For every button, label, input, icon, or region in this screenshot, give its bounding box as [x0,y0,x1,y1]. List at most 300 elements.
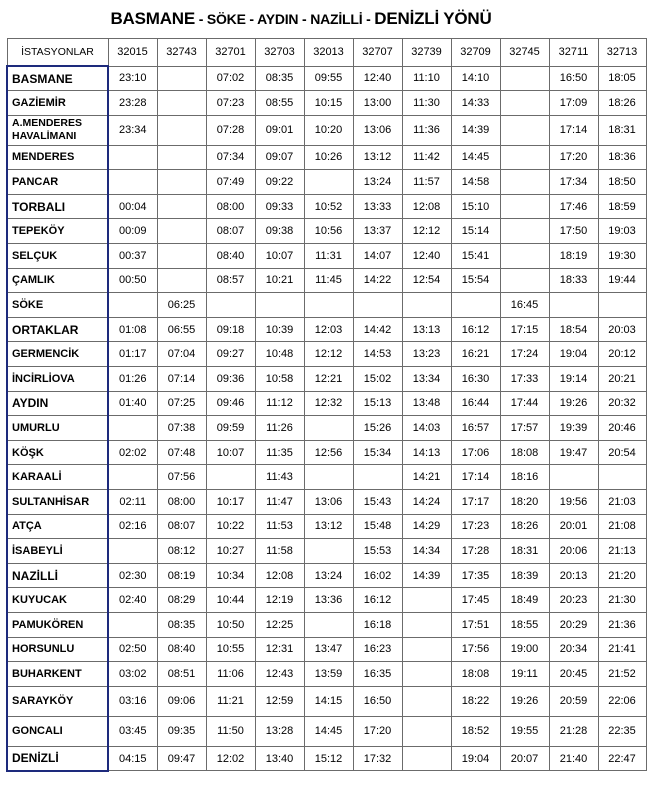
departure-time: 13:28 [255,716,304,746]
departure-time [500,194,549,219]
station-name: SARAYKÖY [7,686,108,716]
departure-time: 15:54 [451,268,500,293]
departure-time: 08:35 [157,612,206,637]
departure-time: 20:06 [549,539,598,564]
departure-time [108,416,157,441]
departure-time: 10:56 [304,219,353,244]
table-row [7,490,646,515]
departure-time: 20:32 [598,391,646,416]
departure-time: 08:51 [157,662,206,687]
departure-time: 16:50 [353,686,402,716]
station-name: MENDERES [7,145,108,170]
station-name: BASMANE [7,66,108,91]
departure-time: 07:14 [157,367,206,392]
train-number-header: 32713 [598,39,646,67]
departure-time: 19:11 [500,662,549,687]
table-row [7,91,646,116]
departure-time: 20:21 [598,367,646,392]
departure-time: 20:07 [500,746,549,771]
departure-time: 11:26 [255,416,304,441]
title-sep-3: - [298,11,311,27]
departure-time: 17:45 [451,588,500,613]
departure-time: 12:03 [304,317,353,342]
departure-time: 13:34 [402,367,451,392]
departure-time [402,662,451,687]
departure-time: 12:56 [304,440,353,465]
departure-time: 02:11 [108,490,157,515]
table-row [7,716,646,746]
departure-time: 07:04 [157,342,206,367]
departure-time: 10:22 [206,514,255,539]
station-name: KÖŞK [7,440,108,465]
departure-time: 02:30 [108,563,157,588]
departure-time: 18:59 [598,194,646,219]
departure-time: 21:13 [598,539,646,564]
departure-time: 17:20 [549,145,598,170]
departure-time: 22:35 [598,716,646,746]
departure-time [402,612,451,637]
departure-time: 16:50 [549,66,598,91]
departure-time: 13:24 [353,170,402,195]
departure-time: 18:08 [451,662,500,687]
departure-time: 17:46 [549,194,598,219]
title-denizli-yonu: DENİZLİ YÖNÜ [374,9,492,28]
departure-time: 08:19 [157,563,206,588]
station-name: NAZİLLİ [7,563,108,588]
departure-time: 11:21 [206,686,255,716]
departure-time [206,465,255,490]
departure-time [353,465,402,490]
departure-time: 10:07 [206,440,255,465]
departure-time: 01:17 [108,342,157,367]
station-name: UMURLU [7,416,108,441]
departure-time: 13:12 [304,514,353,539]
departure-time: 08:40 [206,244,255,269]
departure-time: 16:21 [451,342,500,367]
departure-time: 20:45 [549,662,598,687]
train-number-header: 32743 [157,39,206,67]
departure-time [157,115,206,145]
station-name: PANCAR [7,170,108,195]
departure-time: 21:08 [598,514,646,539]
departure-time: 09:18 [206,317,255,342]
departure-time: 18:08 [500,440,549,465]
departure-time: 20:54 [598,440,646,465]
departure-time: 15:48 [353,514,402,539]
departure-time [108,293,157,318]
departure-time: 14:24 [402,490,451,515]
departure-time: 09:01 [255,115,304,145]
departure-time: 21:20 [598,563,646,588]
table-row [7,746,646,771]
station-name: ATÇA [7,514,108,539]
departure-time [500,115,549,145]
station-name: HORSUNLU [7,637,108,662]
departure-time: 10:15 [304,91,353,116]
departure-time: 00:04 [108,194,157,219]
departure-time: 07:28 [206,115,255,145]
departure-time [157,268,206,293]
departure-time: 11:45 [304,268,353,293]
departure-time: 11:58 [255,539,304,564]
train-number-header: 32013 [304,39,353,67]
departure-time [402,716,451,746]
departure-time: 08:40 [157,637,206,662]
departure-time: 08:55 [255,91,304,116]
departure-time: 13:00 [353,91,402,116]
departure-time: 11:47 [255,490,304,515]
departure-time: 10:50 [206,612,255,637]
table-row [7,588,646,613]
departure-time: 14:03 [402,416,451,441]
departure-time: 11:10 [402,66,451,91]
departure-time: 19:55 [500,716,549,746]
departure-time: 10:44 [206,588,255,613]
departure-time: 18:20 [500,490,549,515]
departure-time: 14:45 [451,145,500,170]
departure-time: 17:50 [549,219,598,244]
departure-time: 12:02 [206,746,255,771]
departure-time: 08:00 [206,194,255,219]
departure-time: 11:30 [402,91,451,116]
departure-time: 20:59 [549,686,598,716]
departure-time: 10:26 [304,145,353,170]
departure-time: 12:40 [353,66,402,91]
departure-time: 21:03 [598,490,646,515]
departure-time: 19:14 [549,367,598,392]
departure-time: 17:23 [451,514,500,539]
departure-time: 04:15 [108,746,157,771]
departure-time: 08:57 [206,268,255,293]
title-sep-4: - [362,11,375,27]
departure-time: 08:29 [157,588,206,613]
departure-time [402,686,451,716]
departure-time: 02:16 [108,514,157,539]
departure-time: 13:37 [353,219,402,244]
table-row [7,563,646,588]
departure-time: 09:07 [255,145,304,170]
departure-time: 19:26 [500,686,549,716]
departure-time: 17:35 [451,563,500,588]
departure-time [402,588,451,613]
departure-time: 18:49 [500,588,549,613]
departure-time: 19:47 [549,440,598,465]
departure-time [304,465,353,490]
station-name: İSABEYLİ [7,539,108,564]
departure-time: 17:14 [549,115,598,145]
departure-time: 20:12 [598,342,646,367]
table-row [7,342,646,367]
departure-time: 14:34 [402,539,451,564]
departure-time: 17:06 [451,440,500,465]
departure-time: 08:12 [157,539,206,564]
departure-time: 17:56 [451,637,500,662]
departure-time: 13:47 [304,637,353,662]
departure-time: 14:13 [402,440,451,465]
departure-time: 18:50 [598,170,646,195]
station-name: A.MENDERES HAVALİMANI [7,115,108,145]
departure-time: 18:36 [598,145,646,170]
departure-time: 12:08 [255,563,304,588]
departure-time: 09:47 [157,746,206,771]
departure-time: 23:28 [108,91,157,116]
departure-time: 03:16 [108,686,157,716]
departure-time: 07:02 [206,66,255,91]
departure-time: 19:03 [598,219,646,244]
departure-time: 12:12 [402,219,451,244]
station-name: ORTAKLAR [7,317,108,342]
departure-time: 07:38 [157,416,206,441]
departure-time [157,194,206,219]
departure-time: 17:15 [500,317,549,342]
departure-time: 12:31 [255,637,304,662]
title-aydin: AYDIN [257,11,299,27]
departure-time: 13:48 [402,391,451,416]
station-name: SELÇUK [7,244,108,269]
departure-time: 10:07 [255,244,304,269]
table-row [7,662,646,687]
departure-time: 13:24 [304,563,353,588]
departure-time: 18:19 [549,244,598,269]
train-number-header: 32739 [402,39,451,67]
departure-time [157,66,206,91]
departure-time: 01:08 [108,317,157,342]
departure-time: 00:09 [108,219,157,244]
station-name: AYDIN [7,391,108,416]
departure-time: 13:06 [304,490,353,515]
departure-time [304,416,353,441]
departure-time: 13:59 [304,662,353,687]
title-nazilli: NAZİLLİ [310,11,363,27]
departure-time: 12:25 [255,612,304,637]
departure-time [206,293,255,318]
departure-time: 19:04 [549,342,598,367]
departure-time: 16:12 [353,588,402,613]
departure-time: 14:45 [304,716,353,746]
departure-time: 14:39 [451,115,500,145]
departure-time: 06:25 [157,293,206,318]
title-sep-1: - [195,11,207,27]
departure-time: 17:14 [451,465,500,490]
departure-time: 03:45 [108,716,157,746]
departure-time: 00:50 [108,268,157,293]
table-row [7,268,646,293]
table-row [7,391,646,416]
departure-time: 17:28 [451,539,500,564]
departure-time: 14:29 [402,514,451,539]
departure-time: 07:56 [157,465,206,490]
station-name: SÖKE [7,293,108,318]
departure-time: 15:12 [304,746,353,771]
departure-time: 18:31 [500,539,549,564]
departure-time [500,66,549,91]
departure-time: 17:44 [500,391,549,416]
departure-time: 21:40 [549,746,598,771]
departure-time: 10:20 [304,115,353,145]
departure-time [157,244,206,269]
departure-time: 14:33 [451,91,500,116]
departure-time: 20:23 [549,588,598,613]
departure-time [598,465,646,490]
departure-time: 11:31 [304,244,353,269]
departure-time: 17:09 [549,91,598,116]
train-number-header: 32745 [500,39,549,67]
departure-time: 14:15 [304,686,353,716]
station-column-header: İSTASYONLAR [7,39,108,67]
departure-time: 20:46 [598,416,646,441]
departure-time: 09:22 [255,170,304,195]
title-soke: SÖKE [206,11,246,27]
station-name: GERMENCİK [7,342,108,367]
table-row [7,465,646,490]
departure-time: 10:55 [206,637,255,662]
departure-time: 15:43 [353,490,402,515]
departure-time: 15:10 [451,194,500,219]
departure-time: 19:04 [451,746,500,771]
departure-time [353,293,402,318]
departure-time: 13:33 [353,194,402,219]
departure-time: 19:30 [598,244,646,269]
departure-time: 19:44 [598,268,646,293]
departure-time: 23:34 [108,115,157,145]
station-name: DENİZLİ [7,746,108,771]
departure-time: 03:02 [108,662,157,687]
departure-time: 13:06 [353,115,402,145]
train-number-header: 32709 [451,39,500,67]
departure-time [500,268,549,293]
departure-time: 11:50 [206,716,255,746]
departure-time: 10:39 [255,317,304,342]
departure-time: 14:39 [402,563,451,588]
departure-time: 17:24 [500,342,549,367]
station-name: GAZİEMİR [7,91,108,116]
departure-time: 02:02 [108,440,157,465]
departure-time: 22:06 [598,686,646,716]
title-basmane: BASMANE [110,9,195,28]
departure-time: 16:57 [451,416,500,441]
departure-time: 20:13 [549,563,598,588]
departure-time: 19:00 [500,637,549,662]
table-row [7,244,646,269]
table-row [7,539,646,564]
departure-time: 11:53 [255,514,304,539]
departure-time: 16:23 [353,637,402,662]
departure-time: 18:22 [451,686,500,716]
train-number-header: 32703 [255,39,304,67]
departure-time: 17:17 [451,490,500,515]
departure-time: 23:10 [108,66,157,91]
departure-time: 11:57 [402,170,451,195]
departure-time: 08:35 [255,66,304,91]
departure-time: 15:34 [353,440,402,465]
departure-time: 15:02 [353,367,402,392]
departure-time: 12:40 [402,244,451,269]
departure-time: 00:37 [108,244,157,269]
departure-time: 07:49 [206,170,255,195]
table-row [7,145,646,170]
table-row [7,612,646,637]
departure-time: 13:13 [402,317,451,342]
departure-time [500,170,549,195]
station-name: ÇAMLIK [7,268,108,293]
departure-time: 13:23 [402,342,451,367]
departure-time [500,219,549,244]
departure-time [304,170,353,195]
departure-time [402,746,451,771]
page-title [0,4,602,36]
departure-time: 12:54 [402,268,451,293]
departure-time: 11:35 [255,440,304,465]
departure-time [157,219,206,244]
departure-time: 16:35 [353,662,402,687]
departure-time: 17:32 [353,746,402,771]
table-row [7,367,646,392]
departure-time: 21:36 [598,612,646,637]
departure-time: 12:12 [304,342,353,367]
departure-time [500,244,549,269]
title-sep-2: - [245,11,258,27]
departure-time: 12:08 [402,194,451,219]
departure-time: 11:12 [255,391,304,416]
departure-time: 17:51 [451,612,500,637]
departure-time: 13:12 [353,145,402,170]
departure-time: 12:19 [255,588,304,613]
departure-time: 14:42 [353,317,402,342]
departure-time: 14:10 [451,66,500,91]
departure-time: 09:06 [157,686,206,716]
departure-time: 19:26 [549,391,598,416]
departure-time: 09:27 [206,342,255,367]
departure-time: 12:21 [304,367,353,392]
station-name: KARAALİ [7,465,108,490]
departure-time [549,293,598,318]
departure-time [108,465,157,490]
departure-time: 06:55 [157,317,206,342]
departure-time: 13:40 [255,746,304,771]
departure-time [108,612,157,637]
table-row [7,66,646,91]
table-row [7,219,646,244]
departure-time: 07:23 [206,91,255,116]
departure-time: 18:31 [598,115,646,145]
departure-time [304,293,353,318]
departure-time: 19:56 [549,490,598,515]
departure-time: 11:43 [255,465,304,490]
departure-time [402,293,451,318]
departure-time [108,539,157,564]
table-row [7,115,646,145]
station-name: TORBALI [7,194,108,219]
departure-time [157,91,206,116]
departure-time: 09:35 [157,716,206,746]
departure-time: 12:59 [255,686,304,716]
departure-time: 20:03 [598,317,646,342]
departure-time [598,293,646,318]
departure-time: 10:48 [255,342,304,367]
departure-time: 11:42 [402,145,451,170]
departure-time: 14:58 [451,170,500,195]
departure-time: 15:53 [353,539,402,564]
table-row [7,440,646,465]
departure-time: 10:17 [206,490,255,515]
departure-time: 12:32 [304,391,353,416]
departure-time: 10:52 [304,194,353,219]
header-row [7,39,646,67]
departure-time: 21:41 [598,637,646,662]
departure-time: 02:50 [108,637,157,662]
departure-time: 09:33 [255,194,304,219]
departure-time: 15:26 [353,416,402,441]
